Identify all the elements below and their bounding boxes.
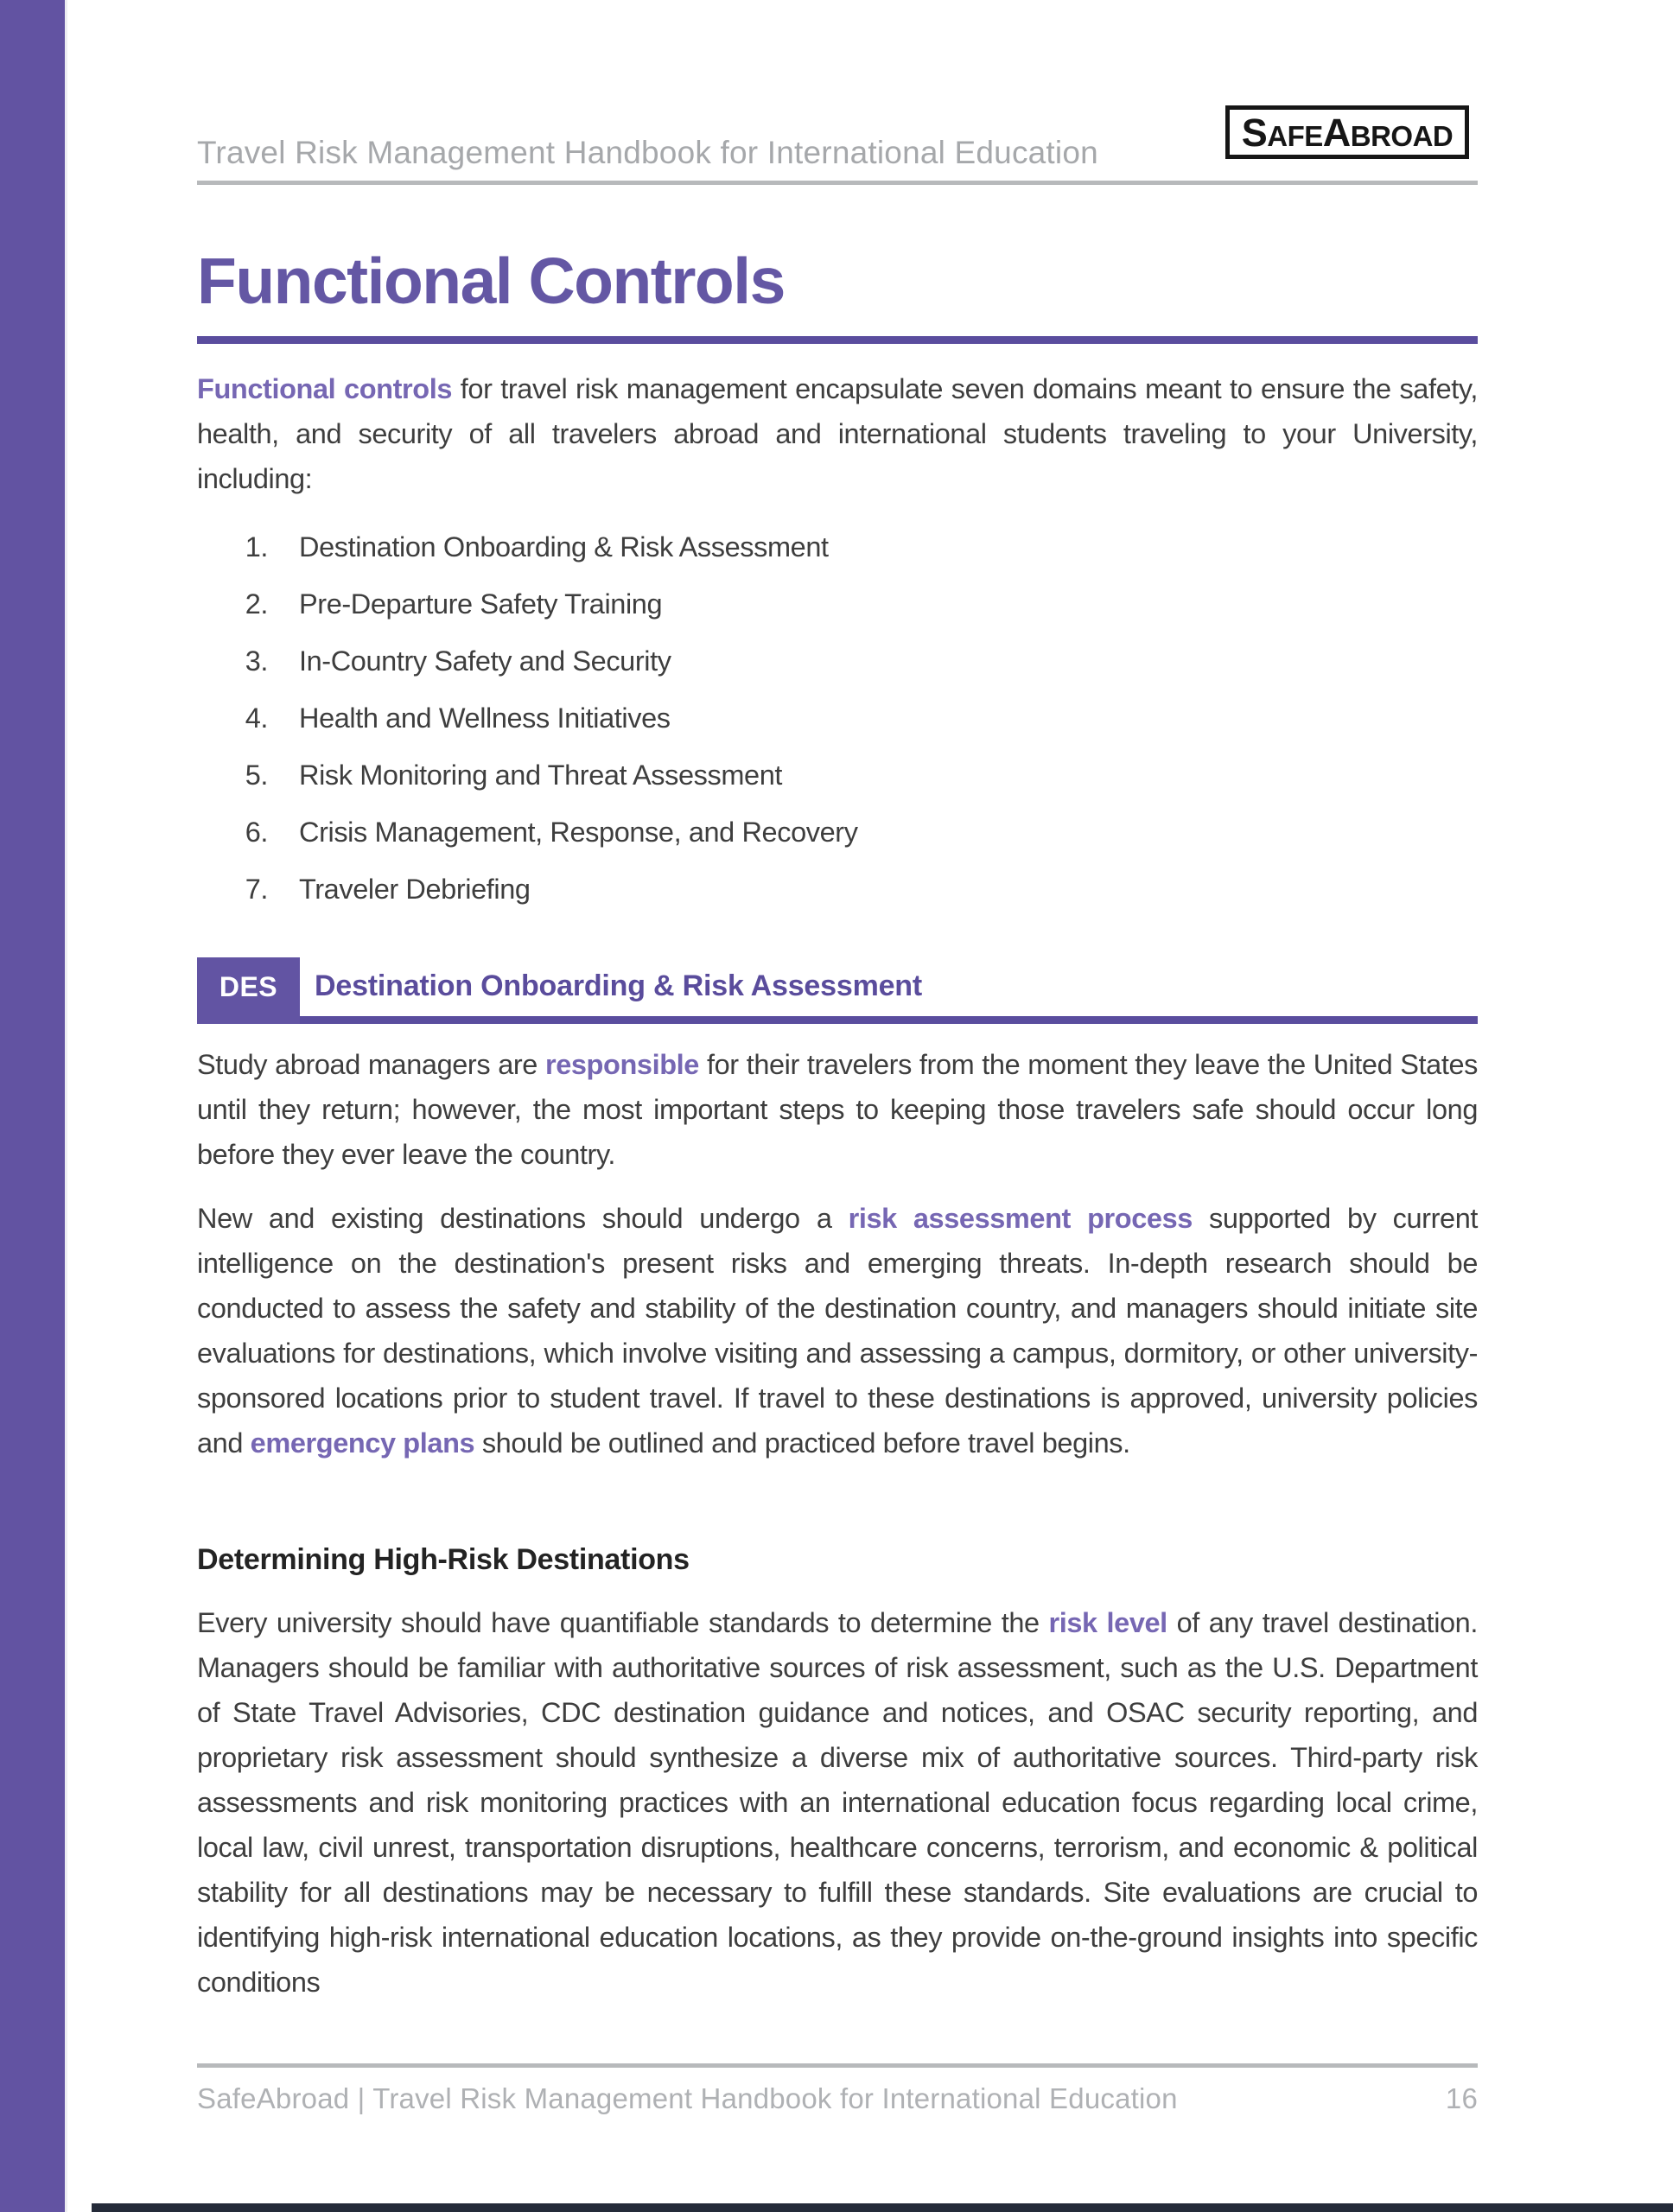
footer-text: SafeAbroad | Travel Risk Management Handbook for International Education — [197, 2082, 1178, 2114]
list-item-number: 2. — [245, 588, 268, 620]
logo-seg: S — [1241, 110, 1268, 155]
emphasized-term: emergency plans — [250, 1427, 475, 1459]
list-item — [197, 810, 1478, 855]
list-item-number: 6. — [245, 817, 268, 848]
paragraph-text: for their travelers from the moment they leave the United States until they return; however, the most important steps to keeping those travelers safe should occur long before they ever leave the country. — [197, 1049, 1478, 1170]
list-item — [197, 696, 1478, 741]
footer-divider-rule — [197, 2063, 1478, 2068]
paragraph-text: New and existing destinations should undergo a — [197, 1203, 849, 1234]
section-badge-text: DES — [219, 971, 278, 1002]
section-underline-rule — [197, 1016, 1478, 1024]
list-item-label: Destination Onboarding & Risk Assessment — [299, 531, 829, 563]
list-item-number: 4. — [245, 702, 268, 734]
intro-paragraph — [197, 366, 1478, 501]
list-item — [197, 582, 1478, 626]
list-item — [197, 753, 1478, 798]
page-gap-bar — [92, 2203, 1673, 2212]
paragraph-text: of any travel destination. Managers should be familiar with authoritative sources of risk assessment, such as the U.S. Department of State Travel Advisories, CDC destination guidance and notices, and OSAC security reporting, and proprietary risk assessment should synthesize a diverse mix of authoritative sources. Third-party risk assessments and risk monitoring practices with an international education focus regarding local crime, local law, civil unrest, transportation disruptions, healthcare concerns, terrorism, and economic & political stability for all destinations may be necessary to fulfill these standards. Site evaluations are crucial to identifying high-risk international education locations, as they provide on-the-ground insights into specific conditions — [197, 1607, 1478, 1998]
list-item-number: 5. — [245, 760, 268, 791]
page-edge-line — [65, 0, 67, 2212]
emphasized-term: risk level — [1048, 1607, 1167, 1638]
subsection-heading: Determining High-Risk Destinations — [197, 1543, 690, 1576]
safeabroad-logo — [1225, 105, 1469, 159]
list-item-label: Health and Wellness Initiatives — [299, 702, 671, 734]
list-item-label: Risk Monitoring and Threat Assessment — [299, 760, 783, 791]
title-underline-rule — [197, 336, 1478, 344]
paragraph-text: Every university should have quantifiable standards to determine the — [197, 1607, 1049, 1638]
logo-seg: BROAD — [1350, 119, 1454, 152]
header-divider-rule — [197, 181, 1478, 185]
list-item-label: Crisis Management, Response, and Recovery — [299, 817, 858, 848]
list-item — [197, 867, 1478, 912]
section-heading: Destination Onboarding & Risk Assessment — [315, 969, 922, 1002]
logo-seg: A — [1322, 110, 1351, 155]
emphasized-term: responsible — [544, 1049, 699, 1080]
list-item-label: Pre-Departure Safety Training — [299, 588, 663, 620]
logo-seg: AFE — [1267, 119, 1323, 152]
list-item — [197, 639, 1478, 683]
subsection-paragraph — [197, 1600, 1478, 2005]
list-item — [197, 524, 1478, 569]
intro-paragraph-text: for travel risk management encapsulate seven domains meant to ensure the safety, health, and security of all travelers abroad and international students traveling to your University, including: — [197, 373, 1478, 494]
list-item-number: 3. — [245, 645, 268, 677]
section-paragraph-2 — [197, 1196, 1478, 1465]
intro-lead-term: Functional controls — [197, 373, 453, 404]
list-item-number: 1. — [245, 531, 268, 563]
paragraph-text: should be outlined and practiced before travel begins. — [474, 1427, 1130, 1459]
paragraph-text: supported by current intelligence on the destination's present risks and emerging threats. In-depth research should be conducted to assess the safety and stability of the destination country, and managers should initiate site evaluations for destinations, which involve visiting and assessing a campus, dormitory, or other university-sponsored locations prior to student travel. If travel to these destinations is approved, university policies and — [197, 1203, 1478, 1459]
list-item-label: Traveler Debriefing — [299, 874, 531, 905]
section-badge — [197, 957, 300, 1024]
list-item-label: In-Country Safety and Security — [299, 645, 671, 677]
section-paragraph-1 — [197, 1042, 1478, 1177]
page-title: Functional Controls — [197, 245, 785, 317]
safeabroad-logo-text — [1241, 110, 1454, 155]
header-handbook-title: Travel Risk Management Handbook for International Education — [197, 135, 1098, 170]
page-number: 16 — [1445, 2082, 1478, 2114]
left-accent-strip — [0, 0, 65, 2212]
page-footer — [197, 2082, 1478, 2115]
domain-list — [197, 524, 1478, 924]
list-item-number: 7. — [245, 874, 268, 905]
paragraph-text: Study abroad managers are — [197, 1049, 545, 1080]
emphasized-term: risk assessment process — [848, 1203, 1193, 1234]
